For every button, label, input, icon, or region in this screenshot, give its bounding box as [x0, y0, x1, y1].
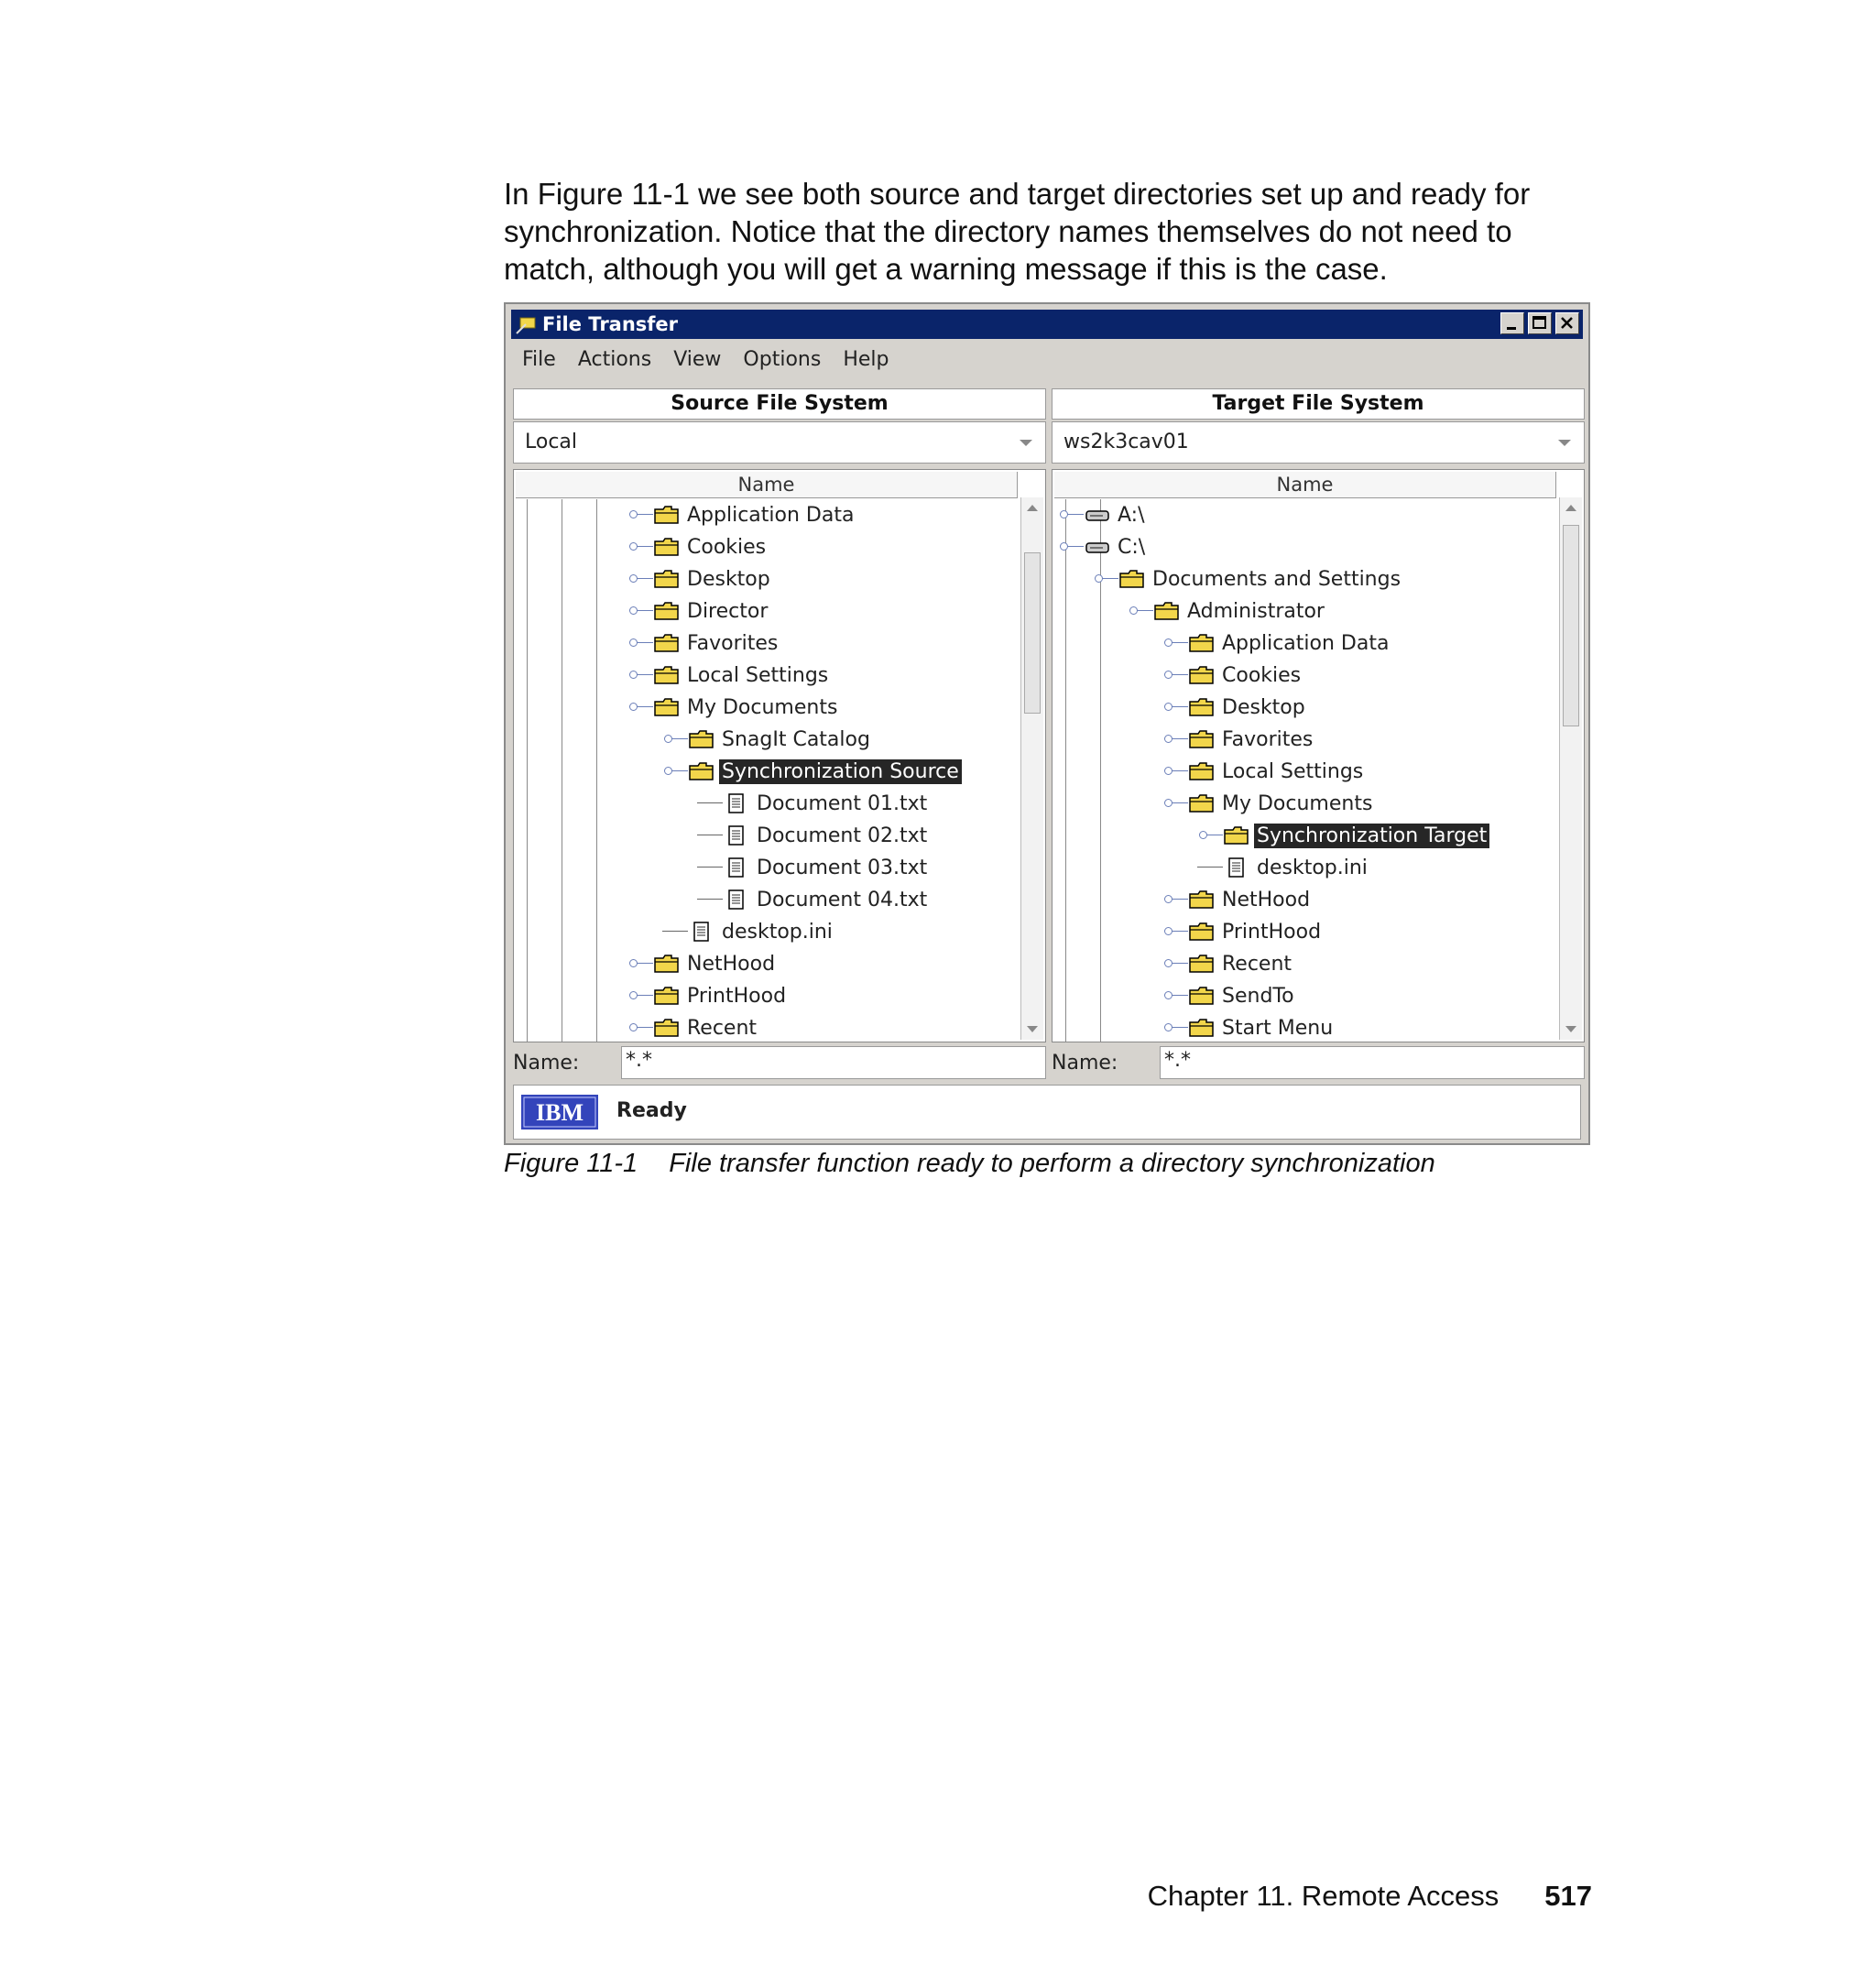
folder-icon	[1188, 728, 1216, 750]
tree-item-label: Desktop	[1222, 695, 1305, 719]
drive-icon	[1084, 504, 1111, 526]
folder-icon	[653, 600, 681, 622]
folder-icon	[1188, 792, 1216, 814]
folder-icon	[688, 760, 715, 782]
source-header: Source File System	[513, 388, 1046, 420]
scroll-down-icon[interactable]	[1027, 1026, 1038, 1032]
menu-options[interactable]: Options	[743, 347, 822, 371]
folder-icon	[653, 953, 681, 975]
tree-file-item[interactable]	[1197, 852, 1370, 883]
tree-item-label: Administrator	[1187, 599, 1325, 623]
ibm-logo	[521, 1095, 598, 1129]
tree-folder-item[interactable]	[662, 724, 873, 755]
document-icon	[723, 824, 750, 846]
tree-drive-item[interactable]	[1058, 531, 1148, 562]
tree-folder-item[interactable]	[1128, 595, 1327, 627]
tree-item-label: desktop.ini	[1257, 856, 1368, 879]
status-bar	[513, 1085, 1581, 1140]
expand-handle-icon[interactable]	[627, 692, 653, 723]
folder-icon	[653, 568, 681, 590]
folder-icon	[653, 696, 681, 718]
folder-icon	[1188, 760, 1216, 782]
dropdown-arrow-icon[interactable]	[1020, 440, 1032, 446]
tree-folder-item[interactable]	[627, 499, 856, 530]
expand-handle-icon[interactable]	[627, 980, 653, 1011]
ibm-logo-text: IBM	[536, 1099, 584, 1126]
source-scrollbar[interactable]	[1020, 497, 1043, 1040]
source-filter-input[interactable]: *.*	[621, 1046, 1046, 1079]
tree-item-label: Recent	[1222, 952, 1292, 976]
folder-icon	[653, 504, 681, 526]
tree-file-item[interactable]	[697, 788, 930, 819]
document-icon	[723, 889, 750, 911]
tree-item-label: SnagIt Catalog	[722, 727, 870, 751]
tree-folder-item[interactable]	[627, 627, 780, 659]
folder-icon	[1188, 985, 1216, 1007]
menu-help[interactable]: Help	[843, 347, 889, 371]
folder-icon	[653, 632, 681, 654]
file-transfer-window	[504, 302, 1590, 1145]
tree-file-item[interactable]	[697, 884, 930, 915]
tree-item-label: Start Menu	[1222, 1016, 1334, 1040]
tree-file-item[interactable]	[662, 916, 835, 947]
tree-line	[697, 820, 723, 851]
folder-icon	[688, 728, 715, 750]
expand-handle-icon[interactable]	[1162, 756, 1188, 787]
tree-item-label: Document 01.txt	[757, 791, 928, 815]
expand-handle-icon[interactable]	[1162, 627, 1188, 659]
folder-icon	[1188, 889, 1216, 911]
figure-number: Figure 11-1	[504, 1149, 638, 1178]
expand-handle-icon[interactable]	[627, 595, 653, 627]
source-tree[interactable]	[513, 469, 1046, 1042]
menu-bar	[511, 341, 1583, 377]
document-icon	[723, 792, 750, 814]
target-header: Target File System	[1052, 388, 1585, 420]
status-text: Ready	[616, 1099, 687, 1122]
tree-folder-item[interactable]	[1162, 692, 1308, 723]
expand-handle-icon[interactable]	[627, 660, 653, 691]
folder-icon	[1188, 921, 1216, 943]
dropdown-arrow-icon[interactable]	[1558, 440, 1571, 446]
tree-folder-item[interactable]	[1093, 563, 1403, 595]
tree-item-label: NetHood	[1222, 888, 1311, 911]
tree-item-label: Director	[687, 599, 769, 623]
scroll-down-icon[interactable]	[1565, 1026, 1576, 1032]
maximize-icon	[1529, 313, 1551, 333]
tree-item-label: Desktop	[687, 567, 770, 591]
expand-handle-icon[interactable]	[1162, 916, 1188, 947]
tree-folder-item[interactable]	[1162, 660, 1303, 691]
tree-folder-item[interactable]	[1162, 948, 1294, 979]
source-system-select[interactable]	[513, 421, 1046, 464]
tree-folder-item[interactable]	[627, 563, 773, 595]
expand-handle-icon[interactable]	[1058, 499, 1084, 530]
folder-icon	[1153, 600, 1181, 622]
tree-folder-item[interactable]	[627, 595, 770, 627]
tree-folder-item[interactable]	[1162, 884, 1313, 915]
target-system-select[interactable]	[1052, 421, 1585, 464]
folder-icon	[1188, 953, 1216, 975]
tree-item-label: Recent	[687, 1016, 758, 1040]
tree-item-label: PrintHood	[1222, 920, 1322, 944]
tree-item-label: Application Data	[1222, 631, 1390, 655]
target-system-value: ws2k3cav01	[1063, 431, 1189, 453]
tree-item-label: My Documents	[687, 695, 838, 719]
tree-folder-item[interactable]	[1162, 916, 1324, 947]
source-system-value: Local	[525, 431, 578, 453]
tree-item-label: NetHood	[687, 952, 776, 976]
folder-icon	[1188, 632, 1216, 654]
tree-folder-item[interactable]	[627, 1012, 759, 1042]
menu-actions[interactable]: Actions	[577, 347, 652, 371]
menu-file[interactable]: File	[522, 347, 556, 371]
tree-folder-item[interactable]	[1162, 980, 1297, 1011]
tree-folder-item[interactable]	[1162, 756, 1366, 787]
folder-icon	[653, 536, 681, 558]
tree-folder-item[interactable]	[627, 948, 778, 979]
folder-icon	[1223, 824, 1250, 846]
tree-item-label: Synchronization Source	[719, 759, 962, 784]
tree-item-label: Documents and Settings	[1152, 567, 1402, 591]
tree-line	[697, 788, 723, 819]
folder-icon	[1188, 664, 1216, 686]
scroll-up-icon[interactable]	[1027, 505, 1038, 511]
close-button[interactable]	[1555, 312, 1579, 334]
document-icon	[1223, 857, 1250, 878]
target-filter-input[interactable]: *.*	[1160, 1046, 1585, 1079]
expand-handle-icon[interactable]	[662, 724, 688, 755]
tree-line	[697, 884, 723, 915]
folder-icon	[1188, 1017, 1216, 1039]
tree-folder-item[interactable]	[627, 980, 789, 1011]
tree-folder-item[interactable]	[627, 660, 831, 691]
expand-handle-icon[interactable]	[627, 563, 653, 595]
tree-item-label: Local Settings	[687, 663, 829, 687]
tree-item-label: desktop.ini	[722, 920, 833, 944]
page-number: 517	[1544, 1880, 1592, 1912]
expand-handle-icon[interactable]	[1162, 788, 1188, 819]
tree-item-label: PrintHood	[687, 984, 787, 1008]
intro-paragraph: In Figure 11-1 we see both source and target directories set up and ready for synchronization. Notice that the directory names themselves do not need to match, although you will get a warning message if this is the case.	[504, 177, 1531, 286]
menu-view[interactable]: View	[673, 347, 722, 371]
source-filter-label: Name:	[513, 1052, 580, 1075]
scroll-thumb[interactable]	[1024, 552, 1041, 714]
expand-handle-icon[interactable]	[1093, 563, 1118, 595]
tree-file-item[interactable]	[697, 852, 930, 883]
expand-handle-icon[interactable]	[1162, 980, 1188, 1011]
tree-item-label: Cookies	[687, 535, 767, 559]
tree-item-label: My Documents	[1222, 791, 1373, 815]
document-icon	[688, 921, 715, 943]
source-tree-rows	[514, 499, 1018, 1042]
tree-item-label: A:\	[1118, 503, 1145, 527]
tree-folder-item[interactable]	[1162, 724, 1315, 755]
expand-handle-icon[interactable]	[1162, 948, 1188, 979]
folder-icon	[653, 664, 681, 686]
close-icon	[1556, 313, 1578, 333]
tree-item-label: Document 04.txt	[757, 888, 928, 911]
tree-folder-item[interactable]	[1162, 1012, 1336, 1042]
expand-handle-icon[interactable]	[627, 499, 653, 530]
tree-item-label: Favorites	[687, 631, 779, 655]
source-filter	[513, 1044, 1046, 1081]
target-filter-label: Name:	[1052, 1052, 1118, 1075]
expand-handle-icon[interactable]	[1162, 724, 1188, 755]
target-filter	[1052, 1044, 1585, 1081]
title-bar[interactable]	[511, 310, 1583, 339]
tree-line	[662, 916, 688, 947]
figure-caption-text: File transfer function ready to perform a directory synchronization	[669, 1149, 1435, 1178]
document-icon	[723, 857, 750, 878]
folder-icon	[653, 985, 681, 1007]
minimize-icon	[1501, 313, 1523, 333]
expand-handle-icon[interactable]	[1162, 884, 1188, 915]
folder-icon	[1118, 568, 1146, 590]
drive-icon	[1084, 536, 1111, 558]
tree-line	[697, 852, 723, 883]
source-name-column-header[interactable]: Name	[516, 472, 1018, 498]
tree-item-label: Document 02.txt	[757, 824, 928, 847]
tree-item-label: Local Settings	[1222, 759, 1364, 783]
expand-handle-icon[interactable]	[1058, 531, 1084, 562]
tree-item-label: Cookies	[1222, 663, 1302, 687]
expand-handle-icon[interactable]	[1162, 692, 1188, 723]
tree-folder-item[interactable]	[1162, 788, 1375, 819]
tree-folder-item[interactable]	[627, 692, 840, 723]
source-pane	[513, 388, 1046, 1081]
tree-item-label: Favorites	[1222, 727, 1314, 751]
scroll-thumb[interactable]	[1563, 525, 1579, 726]
target-scrollbar[interactable]	[1559, 497, 1582, 1040]
tree-item-label: Application Data	[687, 503, 855, 527]
tree-item-label: Synchronization Target	[1254, 824, 1489, 848]
chapter-title: Chapter 11. Remote Access	[1147, 1880, 1500, 1912]
minimize-button[interactable]	[1500, 312, 1524, 334]
file-transfer-icon	[515, 313, 537, 335]
tree-folder-item[interactable]	[1162, 627, 1391, 659]
tree-folder-item[interactable]	[662, 756, 962, 787]
tree-drive-item[interactable]	[1058, 499, 1148, 530]
folder-icon	[1188, 696, 1216, 718]
folder-icon	[653, 1017, 681, 1039]
target-pane	[1052, 388, 1585, 1081]
tree-file-item[interactable]	[697, 820, 930, 851]
expand-handle-icon[interactable]	[1128, 595, 1153, 627]
target-name-column-header[interactable]: Name	[1054, 472, 1556, 498]
page-footer	[1148, 1880, 1592, 1913]
tree-folder-item[interactable]	[1197, 820, 1489, 851]
tree-line	[1197, 852, 1223, 883]
expand-handle-icon[interactable]	[627, 1012, 653, 1042]
tree-item-label: C:\	[1118, 535, 1146, 559]
target-tree[interactable]	[1052, 469, 1585, 1042]
expand-handle-icon[interactable]	[1197, 820, 1223, 851]
tree-item-label: Document 03.txt	[757, 856, 928, 879]
expand-handle-icon[interactable]	[627, 531, 653, 562]
expand-handle-icon[interactable]	[662, 756, 688, 787]
maximize-button[interactable]	[1528, 312, 1552, 334]
window-title: File Transfer	[542, 313, 679, 335]
expand-handle-icon[interactable]	[627, 627, 653, 659]
target-tree-rows	[1053, 499, 1556, 1042]
scroll-up-icon[interactable]	[1565, 505, 1576, 511]
expand-handle-icon[interactable]	[1162, 1012, 1188, 1042]
expand-handle-icon[interactable]	[1162, 660, 1188, 691]
tree-folder-item[interactable]	[627, 531, 769, 562]
expand-handle-icon[interactable]	[627, 948, 653, 979]
tree-item-label: SendTo	[1222, 984, 1294, 1008]
figure-caption	[504, 1149, 1435, 1179]
